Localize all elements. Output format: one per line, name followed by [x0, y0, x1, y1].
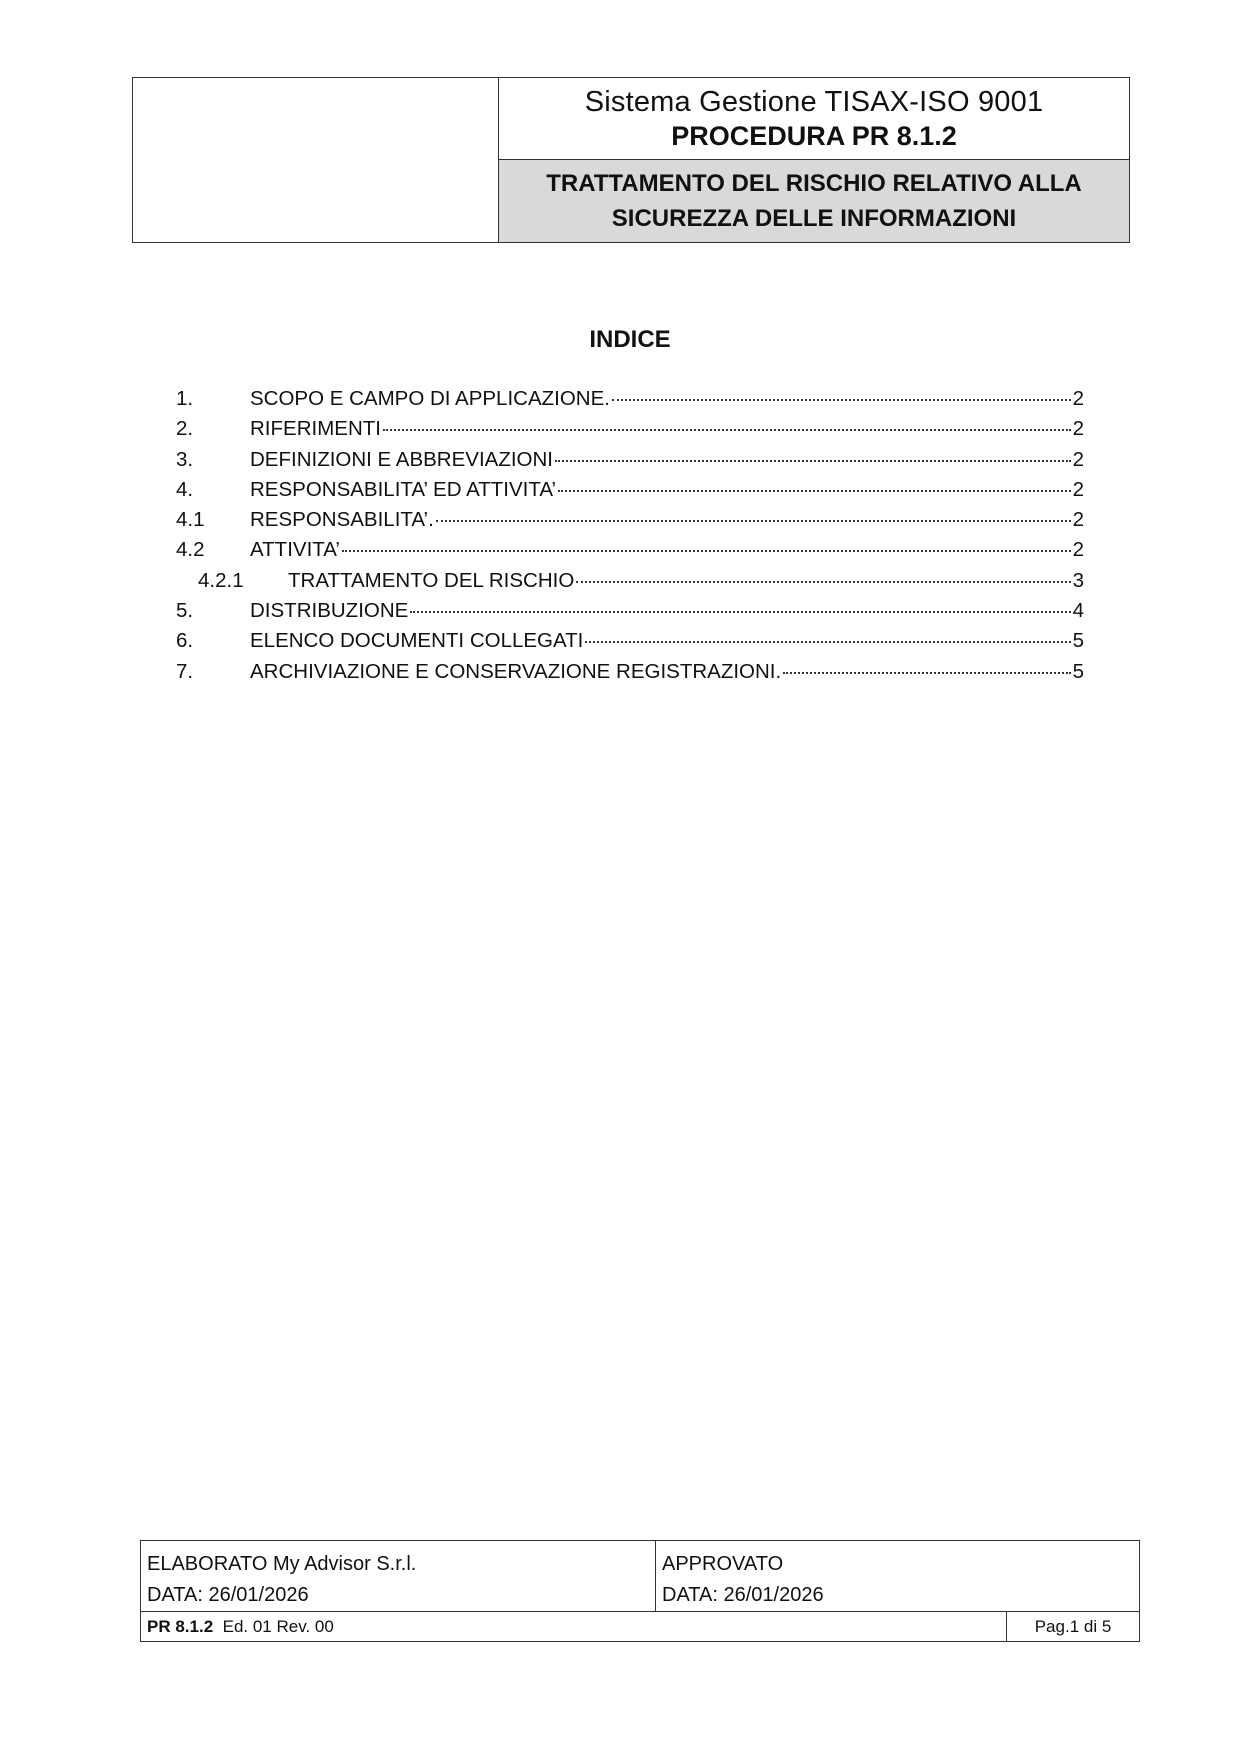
toc-entry-page: 2 [1072, 417, 1084, 441]
toc-entry-number: 7. [176, 659, 194, 683]
footer-approval-row [141, 1541, 1139, 1612]
doc-edition: Ed. 01 Rev. 00 [222, 1616, 334, 1636]
toc-entry[interactable] [176, 629, 1084, 659]
toc-dot-leader [576, 581, 1070, 583]
table-of-contents [176, 387, 1084, 690]
toc-entry[interactable] [176, 660, 1084, 690]
document-header [132, 77, 1130, 243]
toc-entry-number: 5. [176, 599, 194, 623]
index-heading: INDICE [589, 326, 671, 353]
toc-entry[interactable] [176, 599, 1084, 629]
prepared-date: DATA: 26/01/2026 [147, 1584, 309, 1606]
toc-dot-leader [342, 550, 1071, 552]
procedure-title [499, 160, 1129, 242]
toc-dot-leader [612, 399, 1071, 401]
toc-entry-number: 6. [176, 629, 194, 653]
toc-entry-page: 2 [1072, 387, 1084, 410]
toc-entry-label: RESPONSABILITA’. [250, 508, 434, 532]
system-name: Sistema Gestione TISAX-ISO 9001 [584, 85, 1044, 118]
toc-entry-label: DEFINIZIONI E ABBREVIAZIONI [250, 447, 553, 471]
toc-entry-page: 5 [1072, 659, 1084, 683]
doc-code: PR 8.1.2 [147, 1616, 214, 1636]
toc-entry[interactable] [176, 538, 1084, 568]
toc-entry-label: RESPONSABILITA’ ED ATTIVITA’ [250, 477, 557, 501]
toc-entry-number: 4.2.1 [198, 568, 244, 592]
toc-entry-number: 2. [176, 417, 194, 441]
toc-entry[interactable] [176, 448, 1084, 478]
toc-entry-label: SCOPO E CAMPO DI APPLICAZIONE. [250, 387, 610, 410]
toc-entry-page: 3 [1072, 568, 1084, 592]
toc-entry-label: ATTIVITA’ [250, 538, 340, 562]
header-system-block [499, 78, 1129, 160]
footer-doc-row [141, 1612, 1139, 1641]
toc-entry-page: 5 [1072, 629, 1084, 653]
document-footer [140, 1540, 1140, 1642]
approved-label: APPROVATO [662, 1553, 784, 1575]
toc-entry-number: 4.1 [176, 508, 205, 532]
toc-entry-page: 2 [1072, 508, 1084, 532]
toc-entry-label: ELENCO DOCUMENTI COLLEGATI [250, 629, 584, 653]
toc-entry[interactable] [176, 508, 1084, 538]
toc-dot-leader [436, 520, 1071, 522]
toc-entry[interactable] [176, 569, 1084, 599]
toc-entry-page: 2 [1072, 538, 1084, 562]
toc-entry-number: 3. [176, 447, 194, 471]
approved-date: DATA: 26/01/2026 [662, 1584, 824, 1606]
toc-entry[interactable] [176, 417, 1084, 447]
page-number: Pag.1 di 5 [1006, 1612, 1139, 1641]
toc-entry-number: 1. [176, 387, 194, 410]
procedure-code: PROCEDURA PR 8.1.2 [671, 120, 957, 151]
prepared-by: ELABORATO My Advisor S.r.l. [147, 1553, 417, 1575]
toc-dot-leader [558, 490, 1071, 492]
toc-dot-leader [383, 429, 1071, 431]
toc-dot-leader [783, 672, 1070, 674]
procedure-title-line-2: SICUREZZA DELLE INFORMAZIONI [611, 205, 1017, 232]
footer-prepared-cell [141, 1541, 656, 1611]
toc-entry-label: TRATTAMENTO DEL RISCHIO [288, 568, 575, 592]
toc-entry-label: ARCHIVIAZIONE E CONSERVAZIONE REGISTRAZIONI. [250, 659, 782, 683]
toc-dot-leader [410, 611, 1070, 613]
toc-dot-leader [555, 460, 1071, 462]
toc-entry-label: DISTRIBUZIONE [250, 599, 409, 623]
toc-dot-leader [585, 641, 1070, 643]
toc-entry-page: 2 [1072, 477, 1084, 501]
toc-entry[interactable] [176, 478, 1084, 508]
toc-entry-page: 4 [1072, 599, 1084, 623]
toc-entry-label: RIFERIMENTI [250, 417, 381, 441]
toc-entry-number: 4. [176, 477, 194, 501]
header-info [499, 78, 1129, 242]
toc-entry-number: 4.2 [176, 538, 205, 562]
footer-approved-cell [656, 1541, 1139, 1611]
toc-entry-page: 2 [1072, 447, 1084, 471]
procedure-title-line-1: TRATTAMENTO DEL RISCHIO RELATIVO ALLA [546, 170, 1082, 197]
footer-doc-info [141, 1617, 1006, 1637]
logo-cell [133, 78, 499, 242]
toc-entry[interactable] [176, 387, 1084, 417]
